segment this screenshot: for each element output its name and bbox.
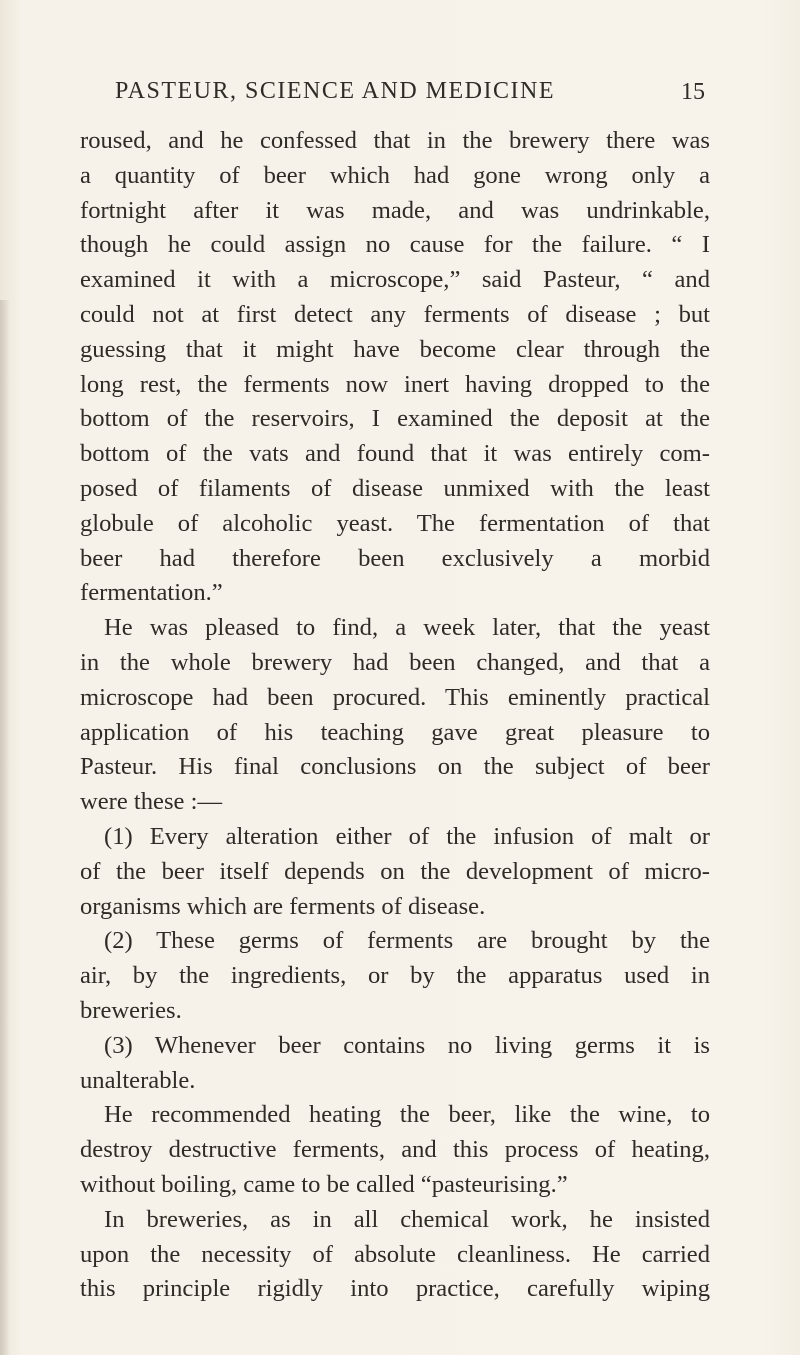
text-line: application of his teaching gave great pleasure to <box>80 718 710 746</box>
text-line: roused, and he confessed that in the brewery there was <box>80 127 710 154</box>
text-line: without boiling, came to be called “pasteurising.” <box>80 1170 568 1198</box>
text-line: long rest, the ferments now inert having dropped to the <box>80 370 710 398</box>
page-gutter-shadow <box>0 300 10 1355</box>
text-line: this principle rigidly into practice, carefully wiping <box>80 1275 710 1303</box>
text-line: though he could assign no cause for the failure. “ I <box>80 231 710 259</box>
text-line: could not at first detect any ferments of disease ; but <box>80 300 710 328</box>
text-line: in the whole brewery had been changed, and that a <box>80 648 710 676</box>
text-line: (3) Whenever beer contains no living germs it is <box>104 1031 710 1059</box>
text-line: breweries. <box>80 996 182 1024</box>
text-line: posed of filaments of disease unmixed with the least <box>80 474 710 502</box>
text-line: unalterable. <box>80 1066 196 1094</box>
text-line: (1) Every alteration either of the infusion of malt or <box>104 822 710 850</box>
text-line: (2) These germs of ferments are brought by the <box>104 927 710 955</box>
text-line: a quantity of beer which had gone wrong only a <box>80 161 710 189</box>
text-line: destroy destructive ferments, and this process of heating, <box>80 1136 710 1164</box>
text-line: beer had therefore been exclusively a morbid <box>80 544 710 572</box>
body-text <box>80 124 710 1307</box>
text-line: Pasteur. His final conclusions on the subject of beer <box>80 753 710 781</box>
text-line: bottom of the vats and found that it was entirely com- <box>80 440 710 468</box>
page-header <box>115 78 705 118</box>
text-line: microscope had been procured. This eminently practical <box>80 683 710 711</box>
text-line: upon the necessity of absolute cleanliness. He carried <box>80 1240 710 1268</box>
text-line: He recommended heating the beer, like the wine, to <box>104 1101 710 1129</box>
text-line: bottom of the reservoirs, I examined the deposit at the <box>80 405 710 433</box>
page-number: 15 <box>681 79 705 105</box>
text-line: examined it with a microscope,” said Pasteur, “ and <box>80 266 710 294</box>
text-line: of the beer itself depends on the development of micro- <box>80 857 710 885</box>
text-line: fortnight after it was made, and was undrinkable, <box>80 196 710 224</box>
text-line: In breweries, as in all chemical work, he insisted <box>104 1205 710 1233</box>
text-line: He was pleased to find, a week later, that the yeast <box>104 614 710 642</box>
text-line: guessing that it might have become clear through the <box>80 335 710 363</box>
running-title: PASTEUR, SCIENCE AND MEDICINE <box>115 78 555 104</box>
text-line: organisms which are ferments of disease. <box>80 892 486 920</box>
text-line: were these :— <box>80 788 223 816</box>
text-line: air, by the ingredients, or by the apparatus used in <box>80 962 710 990</box>
text-line: fermentation.” <box>80 579 223 607</box>
text-line: globule of alcoholic yeast. The fermentation of that <box>80 509 710 537</box>
